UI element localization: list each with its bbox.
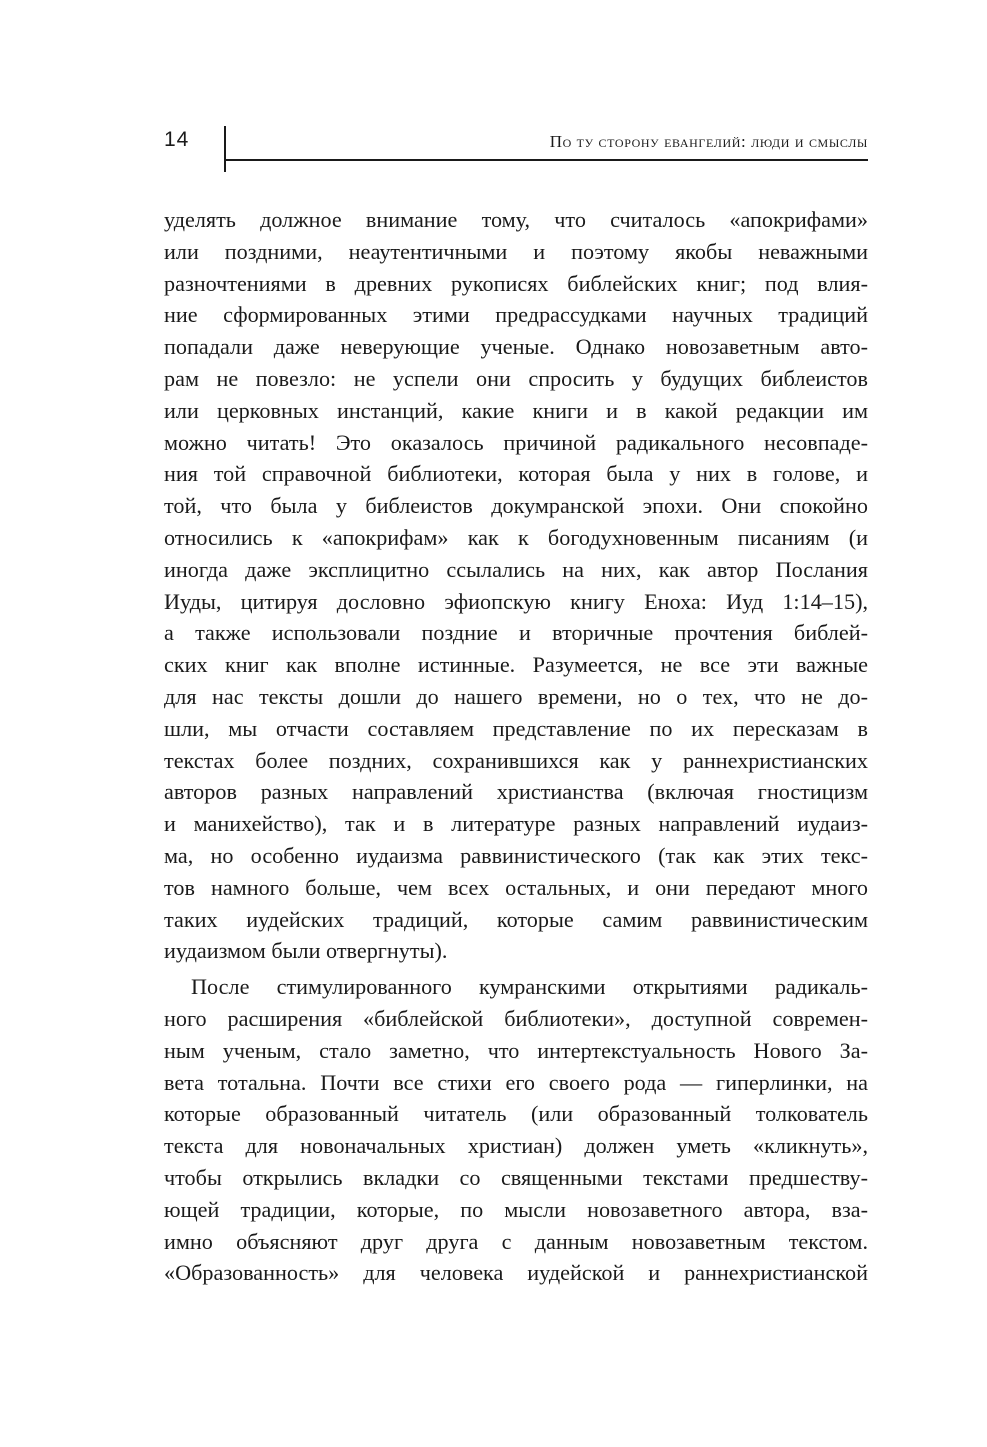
text-line: ние сформированных этими предрассудками научных традиций — [164, 302, 868, 328]
text-line: имно объясняют друг друга с данным новозаветным текстом. — [164, 1228, 868, 1254]
text-line: относились к «апокрифам» как к богодухновенным писаниям (и — [164, 524, 868, 550]
text-line: авторов разных направлений христианства (включая гностицизм — [164, 779, 868, 805]
text-line: для нас тексты дошли до нашего времени, но о тех, что не до- — [164, 683, 868, 709]
running-header — [164, 126, 868, 172]
text-line: или поздними, неаутентичными и поэтому якобы неважными — [164, 238, 868, 264]
text-line: иногда даже эксплицитно ссылались на них, как автор Послания — [164, 556, 868, 582]
text-line: шли, мы отчасти составляем представление по их пересказам в — [164, 715, 868, 741]
page-number: 14 — [164, 128, 190, 151]
text-line: можно читать! Это оказалось причиной радикального несовпаде- — [164, 429, 868, 455]
text-line: тов намного больше, чем всех остальных, и они передают много — [164, 874, 868, 900]
text-line: Иуды, цитируя дословно эфиопскую книгу Еноха: Иуд 1:14–15), — [164, 588, 868, 614]
text-line: и манихейство), так и в литературе разных направлений иудаиз- — [164, 811, 868, 837]
text-line: рам не повезло: не успели они спросить у будущих библеистов — [164, 365, 868, 391]
text-line: ным ученым, стало заметно, что интертекстуальность Нового За- — [164, 1037, 868, 1063]
text-line: той, что была у библеистов докумранской эпохи. Они спокойно — [164, 493, 868, 519]
text-line: вета тотальна. Почти все стихи его своего рода — гиперлинки, на — [164, 1069, 868, 1095]
text-line: ма, но особенно иудаизма раввинистического (так как этих текс- — [164, 842, 868, 868]
text-line: После стимулированного кумранскими открытиями радикаль- — [191, 974, 868, 1000]
paragraph — [164, 971, 868, 1289]
header-vertical-rule — [224, 126, 226, 172]
text-line: попадали даже неверующие ученые. Однако новозаветным авто- — [164, 334, 868, 360]
text-line: которые образованный читатель (или образованный толкователь — [164, 1101, 868, 1127]
text-line: текста для новоначальных христиан) должен уметь «кликнуть», — [164, 1133, 868, 1159]
header-horizontal-rule — [224, 159, 868, 161]
text-line: разночтениями в древних рукописях библейских книг; под влия- — [164, 270, 868, 296]
text-line: иудаизмом были отвергнуты). — [164, 938, 448, 964]
text-line: уделять должное внимание тому, что считалось «апокрифами» — [164, 207, 868, 232]
text-line: а также использовали поздние и вторичные прочтения библей- — [164, 620, 868, 646]
text-line: или церковных инстанций, какие книги и в какой редакции им — [164, 397, 868, 423]
text-line: «Образованность» для человека иудейской и раннехристианской — [164, 1260, 868, 1286]
text-line: текстах более поздних, сохранившихся как у раннехристианских — [164, 747, 868, 773]
text-line: ного расширения «библейской библиотеки», доступной современ- — [164, 1005, 868, 1031]
paragraph — [164, 204, 868, 967]
running-title: По ту сторону евангелий: люди и смыслы — [549, 132, 868, 151]
text-line: чтобы открылись вкладки со священными текстами предшеству- — [164, 1164, 868, 1190]
text-line: таких иудейских традиций, которые самим раввинистическим — [164, 906, 868, 932]
text-line: ющей традиции, которые, по мысли новозаветного автора, вза- — [164, 1196, 868, 1222]
text-line: ских книг как вполне истинные. Разумеется, не все эти важные — [164, 652, 868, 678]
text-line: ния той справочной библиотеки, которая была у них в голове, и — [164, 461, 868, 487]
body-text — [164, 204, 868, 1289]
